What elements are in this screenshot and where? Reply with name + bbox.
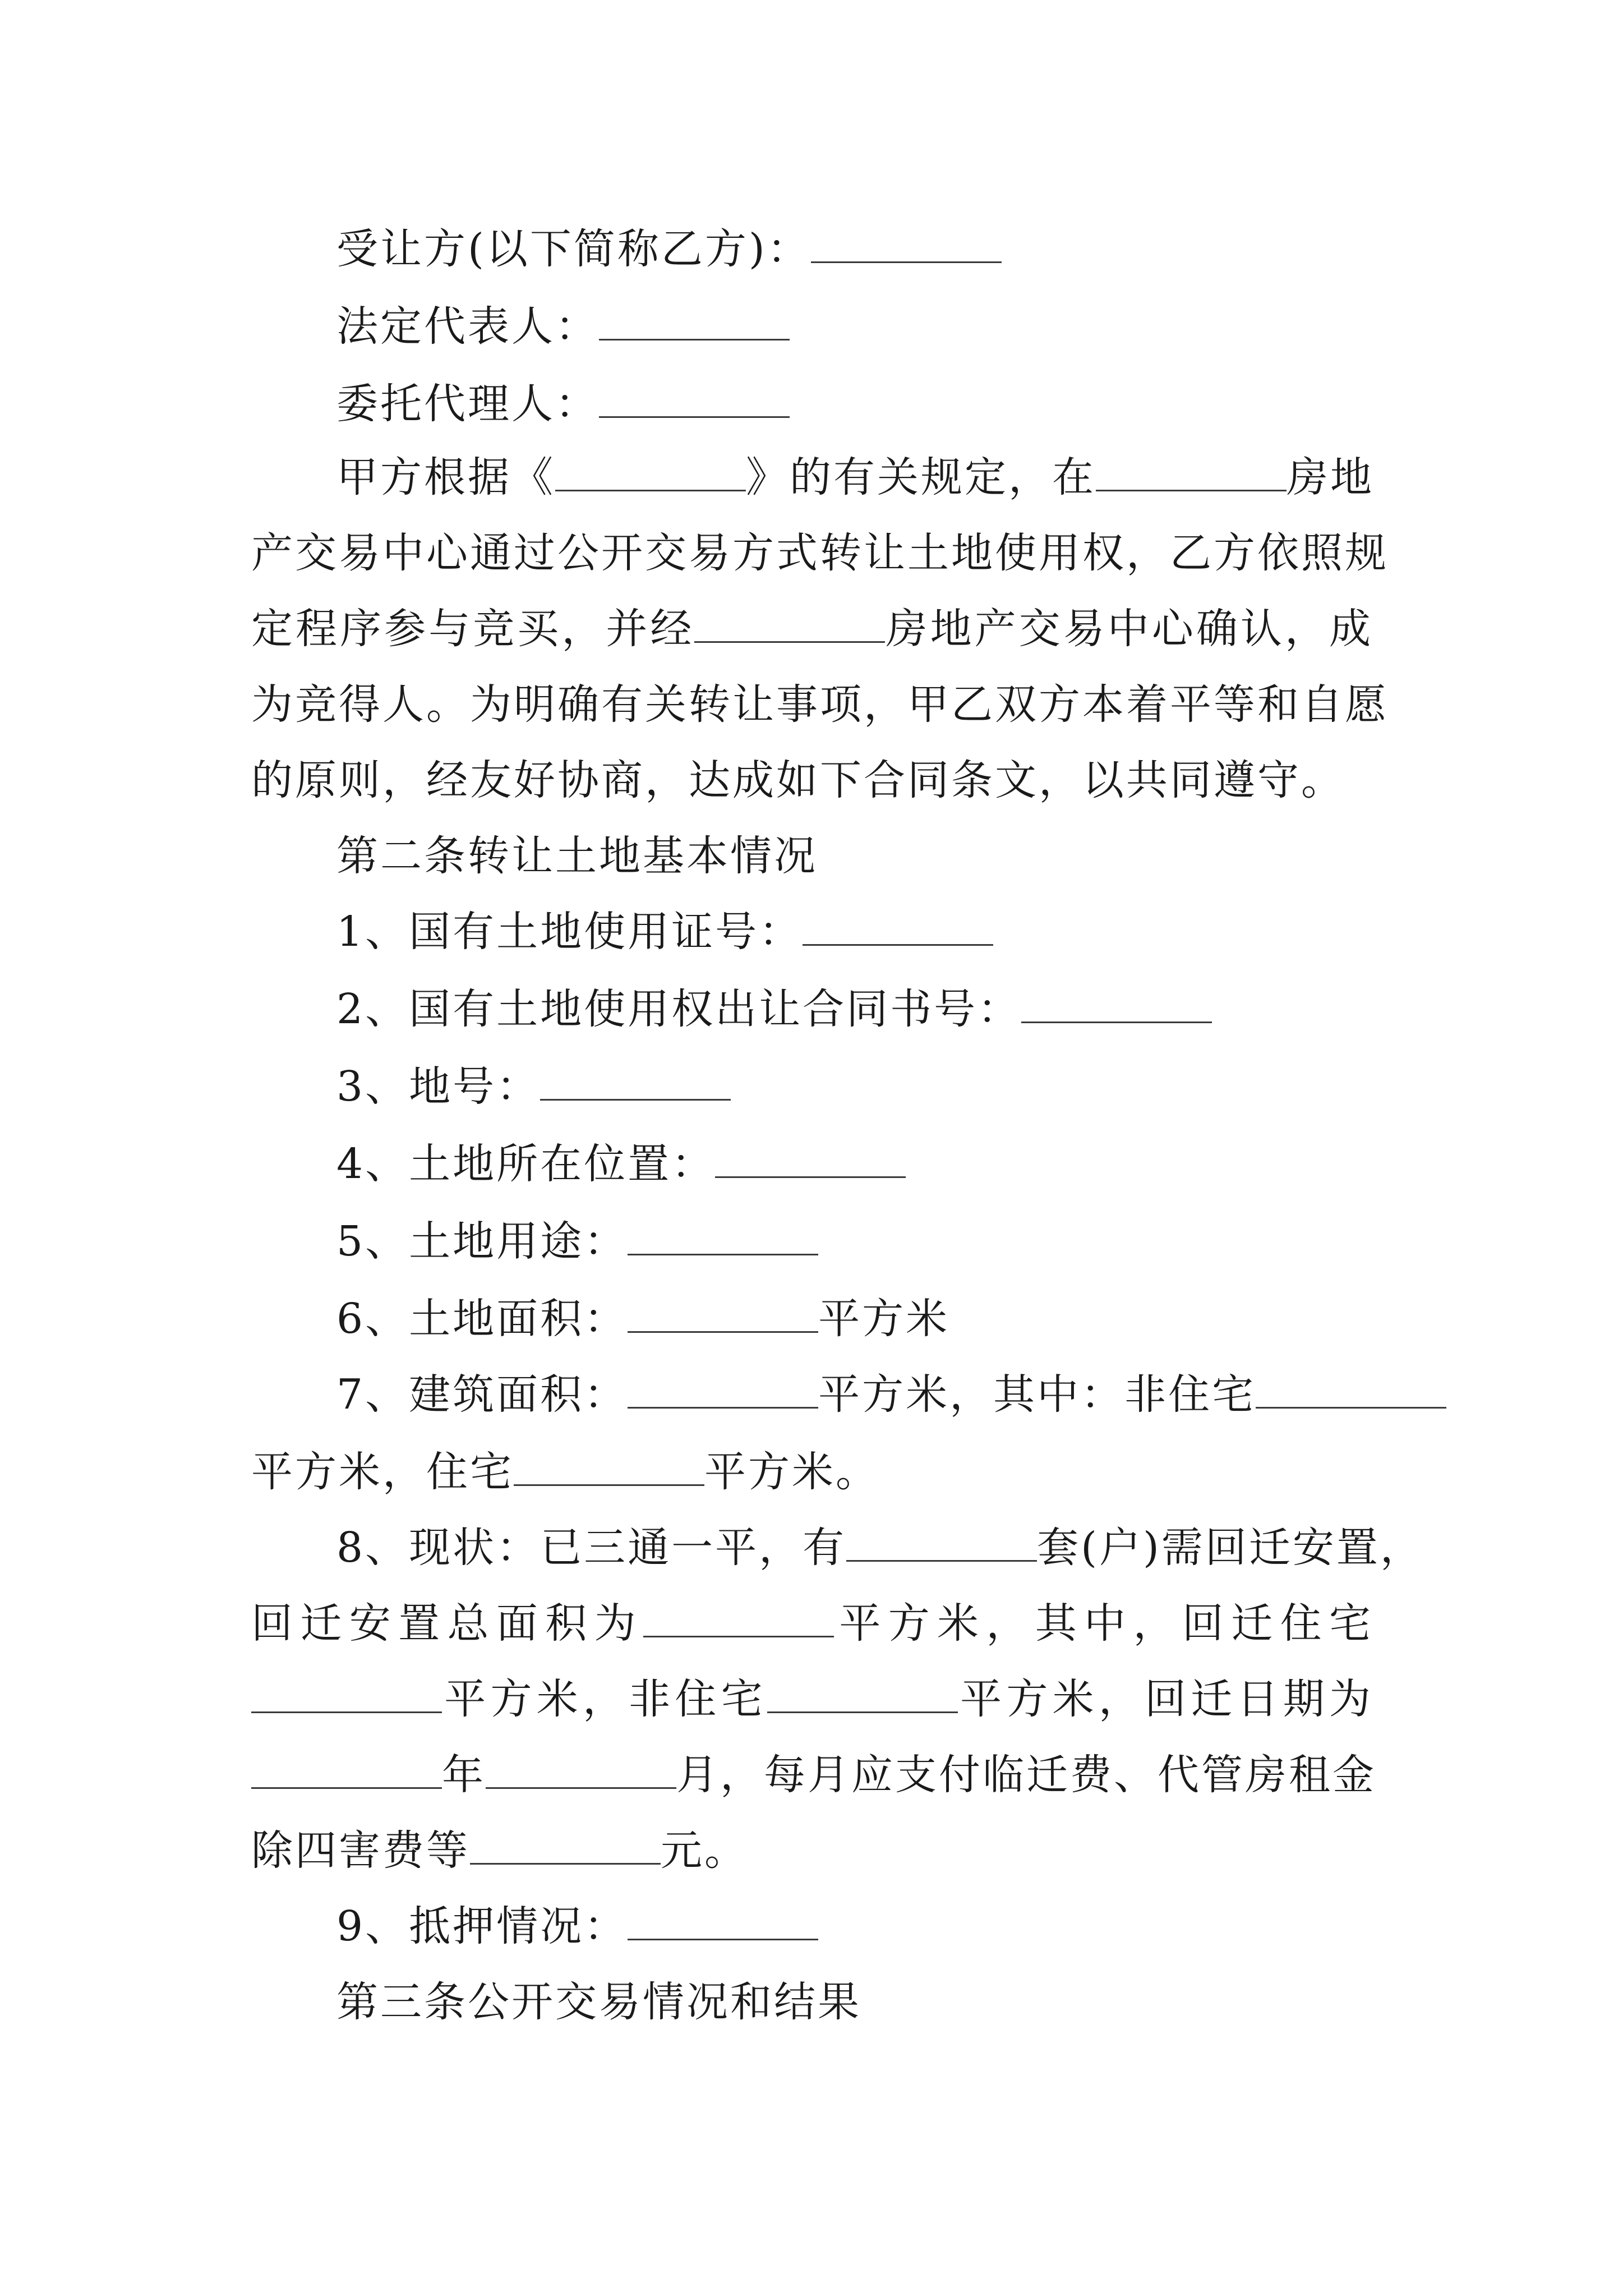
item-text: 平方米，回迁日期为 — [957, 1675, 1373, 1723]
units-blank[interactable] — [846, 1523, 1037, 1562]
item-3 — [336, 1061, 731, 1112]
agent-label: 委托代理人： — [336, 380, 599, 428]
party-b-label: 受让方(以下简称乙方)： — [336, 225, 811, 273]
legal-rep-row — [336, 301, 790, 352]
item-label: 6、土地面积： — [336, 1295, 628, 1343]
location-blank[interactable] — [715, 1139, 906, 1178]
legal-rep-blank[interactable] — [599, 302, 790, 341]
relocation-residential-blank[interactable] — [251, 1674, 442, 1713]
item-1 — [336, 906, 993, 958]
exchange-center-blank[interactable] — [1096, 453, 1287, 491]
item-text: 月，每月应支付临迁费、代管房租金 — [676, 1751, 1376, 1799]
item-5 — [336, 1216, 818, 1267]
item-label: 2、国有土地使用权出让合同书号： — [336, 985, 1022, 1033]
item-text: 套(户)需回迁安置， — [1037, 1524, 1424, 1572]
relocation-non-residential-blank[interactable] — [767, 1674, 958, 1713]
para1-line2: 产交易中心通过公开交易方式转让土地使用权，乙方依照规 — [251, 529, 1389, 577]
item-text: 除四害费等 — [251, 1826, 470, 1875]
regulation-blank[interactable] — [555, 453, 746, 491]
contract-no-blank[interactable] — [1021, 984, 1212, 1023]
item-8-line2 — [251, 1598, 1373, 1649]
para1-text: 房地 — [1287, 453, 1374, 501]
article3-title: 第三条公开交易情况和结果 — [336, 1978, 861, 2026]
item-8-line5 — [251, 1825, 748, 1876]
party-b-blank[interactable] — [811, 224, 1002, 263]
relocation-area-blank[interactable] — [643, 1599, 834, 1637]
item-text: 平方米。 — [704, 1448, 879, 1496]
item-2 — [336, 983, 1212, 1035]
item-label: 3、地号： — [336, 1062, 541, 1111]
para1-text: 房地产交易中心确认，成 — [885, 605, 1373, 653]
item-label: 1、国有土地使用证号： — [336, 908, 803, 956]
item-label: 5、土地用途： — [336, 1217, 628, 1266]
item-unit: 平方米 — [818, 1295, 950, 1343]
para1-line1 — [336, 452, 1373, 503]
item-6 — [336, 1293, 949, 1345]
item-8-line1 — [336, 1522, 1424, 1573]
para1-line4: 为竞得人。为明确有关转让事项，甲乙双方本着平等和自愿 — [251, 680, 1389, 729]
item-label: 7、建筑面积： — [336, 1370, 628, 1419]
item-label: 4、土地所在位置： — [336, 1140, 716, 1188]
agent-row — [336, 378, 790, 430]
item-text: 平方米，住宅 — [251, 1448, 514, 1496]
para1-text: 》的有关规定，在 — [746, 453, 1096, 501]
para1-text: 甲方根据《 — [336, 453, 555, 501]
item-8-line3 — [251, 1673, 1373, 1725]
legal-rep-label: 法定代表人： — [336, 302, 599, 351]
lot-no-blank[interactable] — [540, 1062, 731, 1101]
mortgage-blank[interactable] — [628, 1902, 818, 1940]
land-area-blank[interactable] — [628, 1294, 818, 1333]
year-blank[interactable] — [251, 1750, 442, 1789]
article2-title: 第二条转让土地基本情况 — [336, 832, 818, 880]
item-text: 平方米，非住宅 — [442, 1675, 767, 1723]
residential-blank[interactable] — [514, 1447, 704, 1486]
item-9 — [336, 1901, 818, 1952]
month-blank[interactable] — [486, 1750, 676, 1789]
item-7-line2 — [251, 1446, 879, 1498]
agent-blank[interactable] — [599, 379, 790, 418]
para1-text: 定程序参与竞买，并经 — [251, 605, 695, 653]
item-text: 平方米，其中：非住宅 — [818, 1370, 1256, 1419]
item-7-line1 — [336, 1369, 1373, 1420]
land-use-blank[interactable] — [628, 1217, 818, 1255]
para1-line3 — [251, 603, 1373, 655]
fee-amount-blank[interactable] — [470, 1826, 661, 1865]
confirm-center-blank[interactable] — [694, 604, 885, 643]
item-4 — [336, 1138, 906, 1190]
para1-line5: 的原则，经友好协商，达成如下合同条文，以共同遵守。 — [251, 756, 1345, 804]
item-text: 元。 — [661, 1826, 748, 1875]
item-8-line4 — [251, 1749, 1376, 1801]
item-label: 9、抵押情况： — [336, 1902, 628, 1950]
item-label: 8、现状：已三通一平，有 — [336, 1524, 847, 1572]
item-text: 平方米，其中，回迁住宅 — [833, 1599, 1373, 1648]
item-text: 回迁安置总面积为 — [251, 1599, 643, 1648]
land-cert-blank[interactable] — [803, 907, 993, 946]
non-residential-blank[interactable] — [1256, 1370, 1446, 1409]
item-text: 年 — [442, 1751, 486, 1799]
party-b-row — [336, 223, 1002, 275]
building-area-blank[interactable] — [628, 1370, 818, 1409]
